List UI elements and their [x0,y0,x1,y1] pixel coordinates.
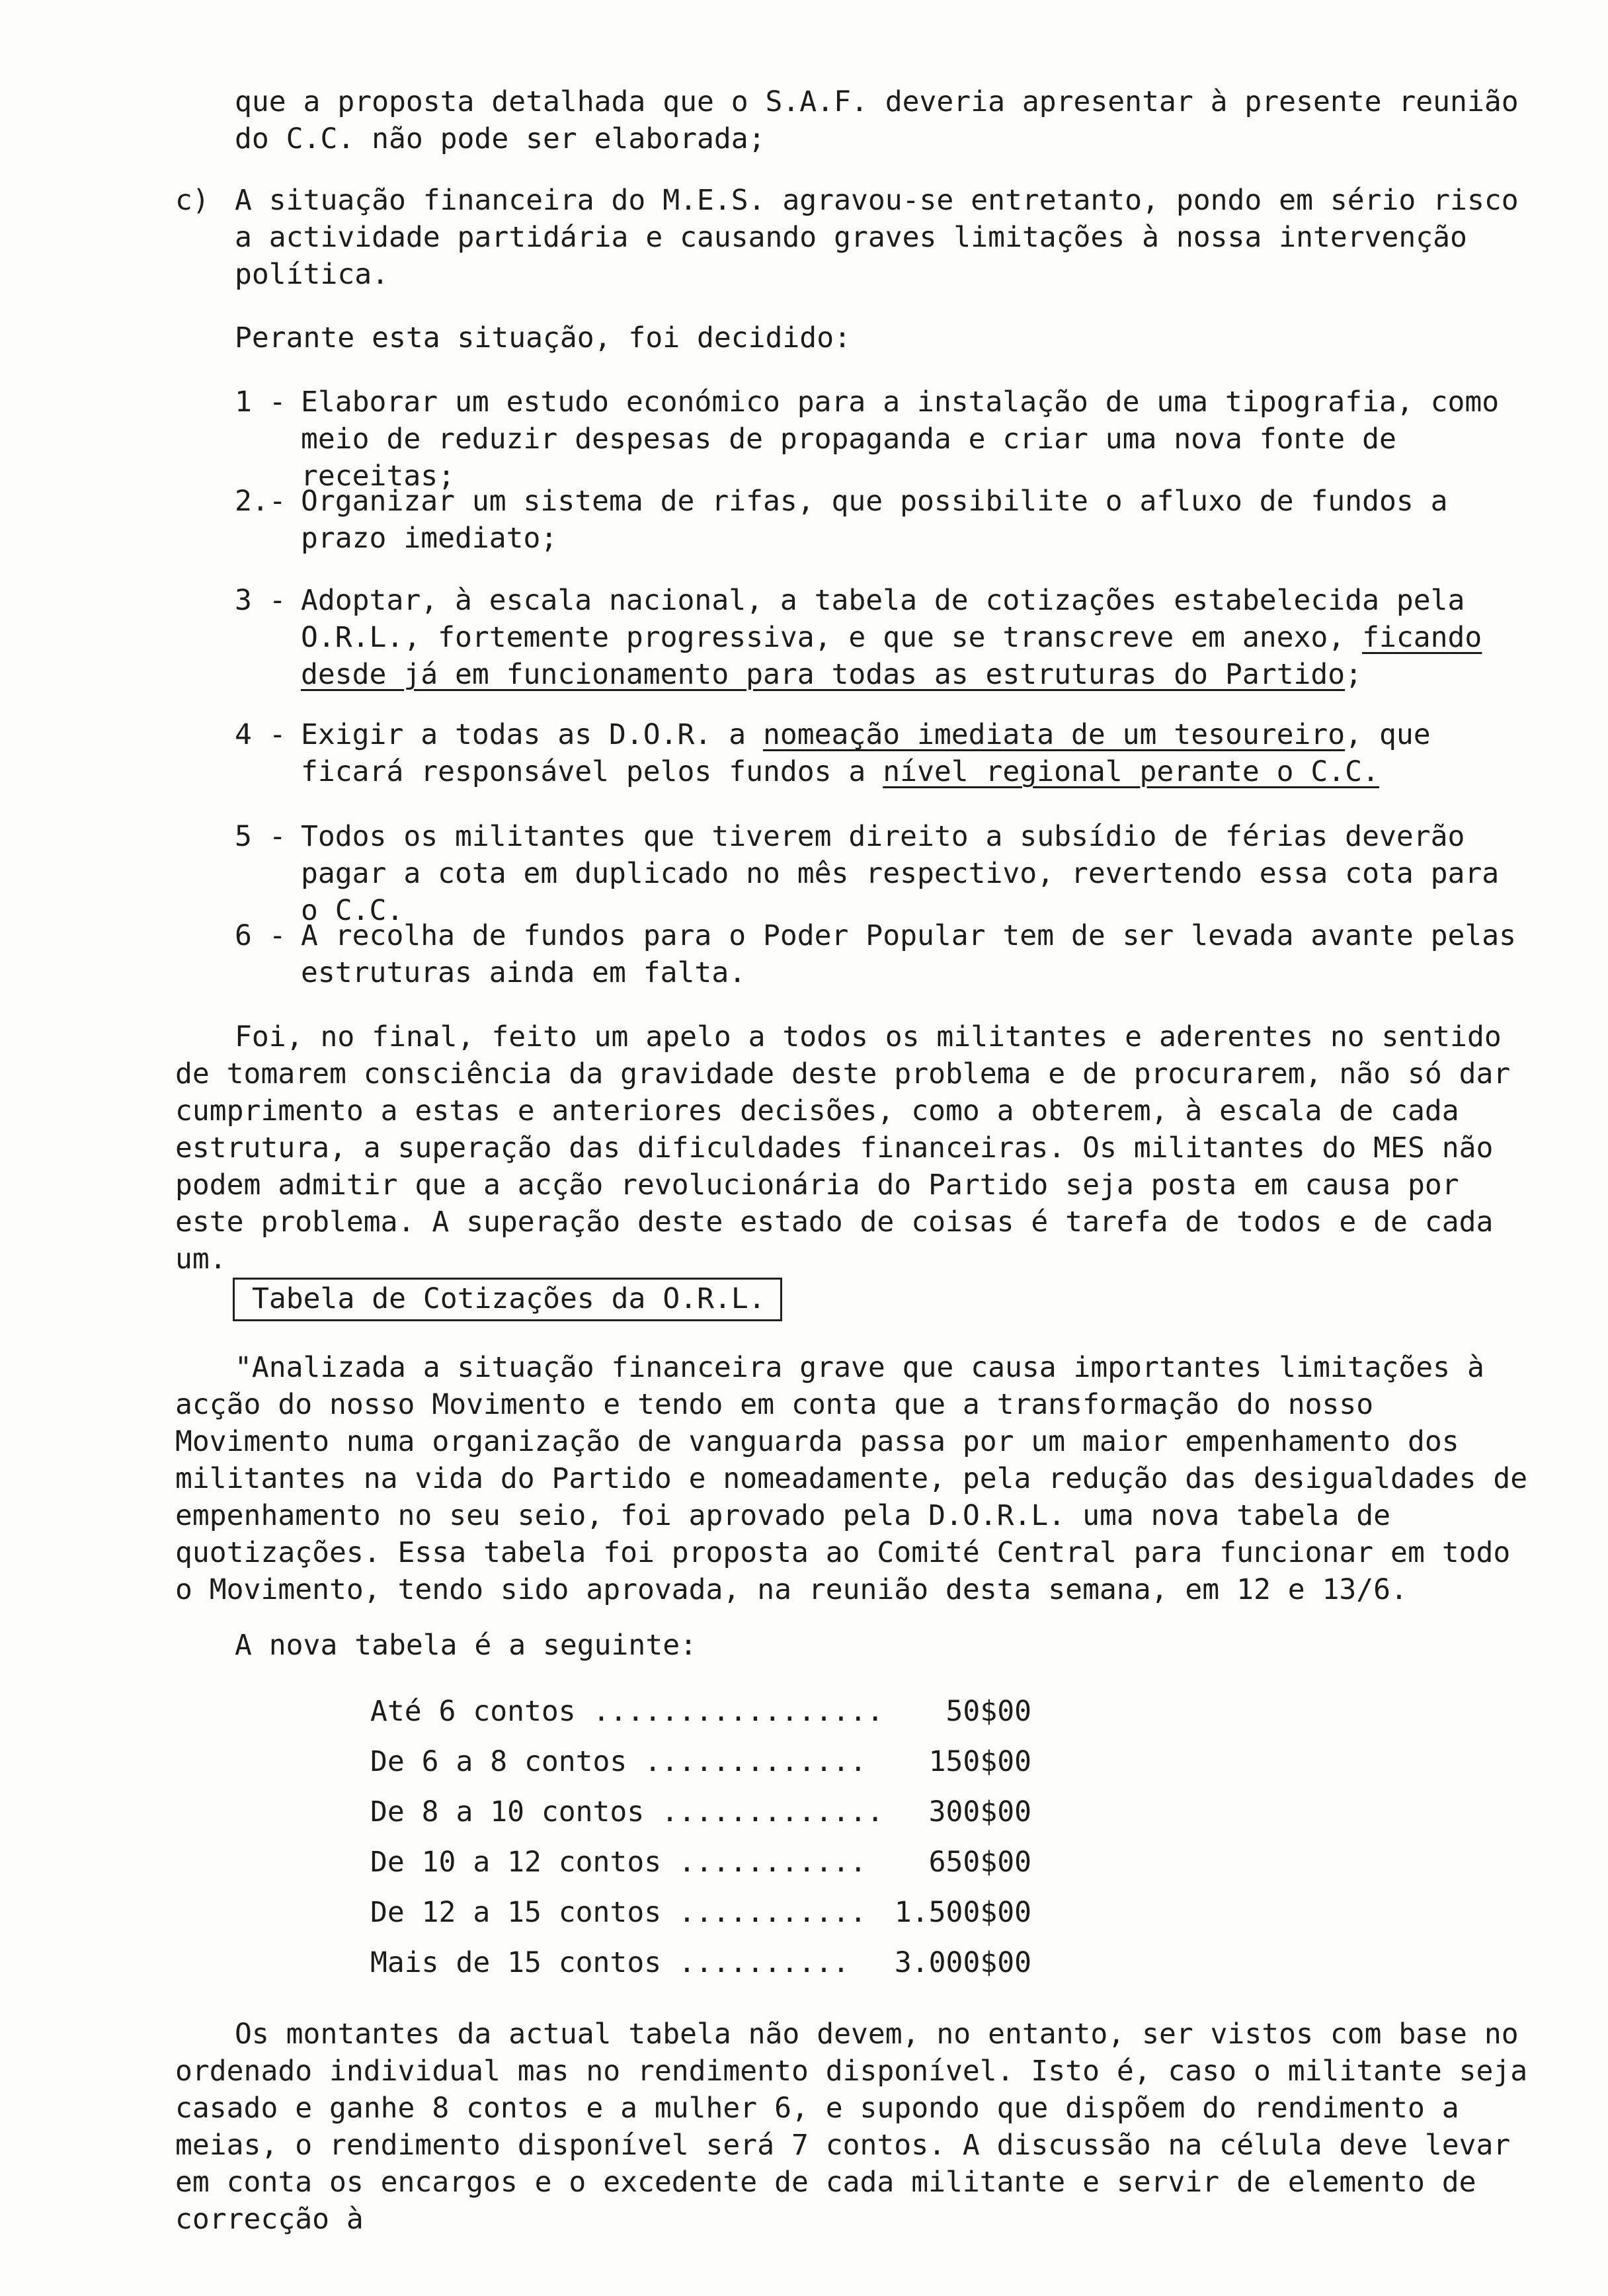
table-row-value: 650$00 [928,1846,1031,1879]
table-section-title: Tabela de Cotizações da O.R.L. [233,1278,782,1321]
underlined-text: ficando desde já em funcionamento para todas as estruturas do Partido [301,621,1482,691]
underlined-text: nomeação imediata de um tesoureiro [762,718,1346,751]
table-row [370,1844,1031,1894]
decision-number: 4 - [235,718,286,751]
table-row-label: De 12 a 15 contos ........... [370,1896,867,1929]
decision-text [301,716,1531,790]
decision-text: A recolha de fundos para o Poder Popular tem de ser levada avante pelas estruturas ainda em falta. [301,919,1517,989]
table-row-label: Até 6 contos ................. [370,1695,884,1728]
decision-text: Elaborar um estudo económico para a instalação de uma tipografia, como meio de reduzir despesas de propaganda e criar uma nova fonte de receitas; [301,386,1500,493]
table-row-label: De 10 a 12 contos ........... [370,1846,867,1879]
appeal-paragraph: Foi, no final, feito um apelo a todos os militantes e aderentes no sentido de tomarem consciência da gravidade deste problema e de procurarem, não só dar cumprimento a estas e anteriores decisões, como a obterem, à escala de cada estrutura, a superação das dificuldades financeiras. Os militantes do MES não podem admitir que a acção revolucionária do Partido seja posta em causa por este problema. A superação deste estado de coisas é tarefa de todos e de cada um. [175,1020,1511,1276]
table-row-label: Mais de 15 contos .......... [370,1946,850,1979]
decision-number: 1 - [235,386,286,419]
table-row-label: De 8 a 10 contos ............. [370,1795,884,1828]
table-row [370,1894,1031,1944]
table-row-value: 300$00 [928,1795,1031,1828]
underlined-text: nível regional perante o C.C. [883,755,1379,788]
table-row-value: 150$00 [928,1745,1031,1778]
decision-text-part: ; [1345,658,1363,691]
decision-text: Todos os militantes que tiverem direito a subsídio de férias deverão pagar a cota em duplicado no mês respectivo, revertendo essa cota para o C.C. [301,820,1500,927]
table-intro: A nova tabela é a seguinte: [235,1629,697,1662]
decision-number: 5 - [235,820,286,853]
decision-text-part: , que ficará responsável pelos fundos a [301,718,1431,788]
decision-number: 6 - [235,919,286,952]
table-row-value: 1.500$00 [894,1896,1031,1929]
table-row [370,1743,1031,1793]
decision-text [301,582,1531,693]
closing-paragraph: Os montantes da actual tabela não devem, no entanto, ser vistos com base no ordenado individual mas no rendimento disponível. Isto é, caso o militante seja casado e ganhe 8 contos e a mulher 6, e supondo que dispõem do rendimento a meias, o rendimento disponível será 7 contos. A discussão na célula deve levar em conta os encargos e o excedente de cada militante e servir de elemento de correcção à [175,2018,1528,2236]
decision-text: Organizar um sistema de rifas, que possibilite o afluxo de fundos a prazo imediato; [301,485,1448,555]
decision-text-part: Adoptar, à escala nacional, a tabela de cotizações estabelecida pela O.R.L., fortemente progressiva, e que se transcreve em anexo, [301,584,1465,654]
contribution-table [370,1693,1031,1994]
table-row-label: De 6 a 8 contos ............. [370,1745,867,1778]
table-row [370,1944,1031,1994]
decision-number: 3 - [235,584,286,617]
table-row-value: 50$00 [945,1695,1031,1728]
table-row [370,1693,1031,1743]
quote-paragraph: "Analizada a situação financeira grave que causa importantes limitações à acção do nosso Movimento e tendo em conta que a transformação do nosso Movimento numa organização de vanguarda passa por um maior empenhamento dos militantes na vida do Partido e nomeadamente, pela redução das desigualdades de empenhamento no seu seio, foi aprovado pela D.O.R.L. uma nova tabela de quotizações. Essa tabela foi proposta ao Comité Central para funcionar em todo o Movimento, tendo sido aprovada, na reunião desta semana, em 12 e 13/6. [175,1351,1528,1606]
item-c-text: A situação financeira do M.E.S. agravou-se entretanto, pondo em sério risco a actividade partidária e causando graves limitações à nossa intervenção política. [235,184,1519,291]
decision-text-part: Exigir a todas as D.O.R. a [301,718,763,751]
intro-paragraph: que a proposta detalhada que o S.A.F. deveria apresentar à presente reunião do C.C. não pode ser elaborada; [235,85,1519,155]
perante-heading: Perante esta situação, foi decidido: [235,321,851,354]
table-row-value: 3.000$00 [894,1946,1031,1979]
table-row [370,1793,1031,1844]
decision-number: 2.- [235,485,286,518]
item-c-letter: c) [175,184,210,217]
